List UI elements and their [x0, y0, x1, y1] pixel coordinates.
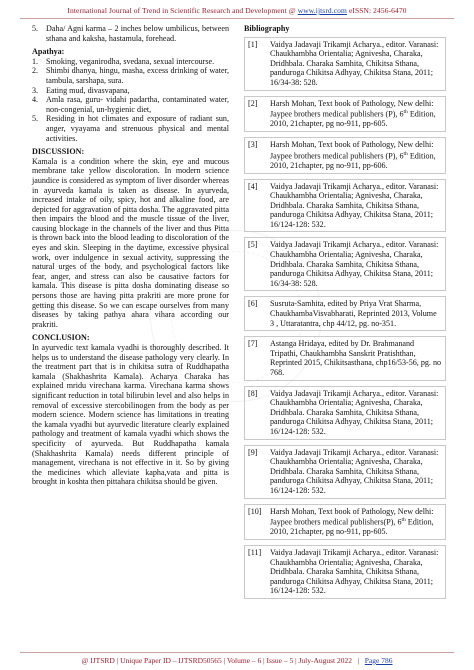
reference-number: [2]	[248, 98, 258, 108]
journal-footer: @ IJTSRD | Unique Paper ID – IJTSRD50565 | Volume – 6 | Issue – 5 | July-August 2022 | Page 786	[81, 656, 393, 665]
reference-number: [3]	[248, 140, 258, 150]
reference-number: [8]	[248, 388, 258, 398]
list-item: 5. Daha/ Agni karma – 2 inches below umbilicus, between sthana and kaksha, hastamula, forehead.	[32, 24, 229, 43]
reference-text: Vaidya Jadavaji Trikamji Acharya., editor. Varanasi: Chaukhambha Orientalia; Agnivesha, Charaka, Dridhbala. Charaka Samhita, Chikitsa Sthana, pandurogа Chikitsa Adhyay, Chikitsa Stana, 2011; 16/124-128: 532.	[270, 447, 439, 495]
header-prefix: International Journal of Trend in Scientific Research and Development @	[67, 6, 298, 15]
reference-number: [10]	[248, 506, 262, 516]
reference-item	[244, 445, 446, 499]
apathya-heading: Apathya:	[32, 47, 65, 57]
journal-header	[0, 6, 474, 15]
journal-site-link[interactable]: www.ijtsrd.com	[297, 6, 347, 15]
reference-text: Astanga Hridaya, edited by Dr. Brahmanand Tripathi, Chaukhambha Sanskrit Pratishthan, Reprinted 2015, Chikitsasthana, chp16/53-56, pg. no 768.	[270, 339, 442, 377]
reference-text: Vaidya Jadavaji Trikamji Acharya., editor. Varanasi: Chaukhambha Orientalia; Agnivesha, Charaka, Dridhbala. Charaka Samhita, Chikitsa Sthana, pandurogа Chikitsa Adhyay, Chikitsa Stana, 2011; 16/124-128: 532.	[270, 548, 439, 596]
footer-rule	[20, 652, 454, 653]
conclusion-paragraph: In ayurvedic text kamala vyadhi is thoroughly described. It helps us to understand the disease pathology very clearly. In the treatment part that is in chikitsa sutra of Ruddhapatha kamala (Shakhashrita Kamala). Acharya Charaka has explained mridu virechana karma. Virechana karma shows significant reduction in total bilirubin level and also helps in removal of excessive stercobilinogen from the body as per modern science. Modern science has limitations in treating the kamala vyadhi but ayurvedic literature clearly explained pathology and treatment of kamala vyadhi which shows the specificity of ayurveda. But Ruddhapatha kamala (Shakhashrita Kamala) needs different principle of management, virechana is not effective in it. So by giving the medicines which alleviate kapha,vata and pitta is brought in koshta then pittahara chikitsa should be given.	[32, 343, 229, 487]
apathya-list	[32, 57, 229, 143]
list-item: 2. Shimbi dhanya, hingu, masha, excess drinking of water, tambula, sarshapa, sura.	[32, 66, 229, 85]
list-item: 4. Amla rasa, guru- vidahi padartha, contaminated water, non-congenial, un-hygienic diet,	[32, 95, 229, 114]
reference-item	[244, 237, 446, 291]
reference-item	[244, 37, 446, 91]
footer-text: @ IJTSRD | Unique Paper ID – IJTSRD50565 | Volume – 6 | Issue – 5 | July-August 2022	[81, 656, 353, 665]
discussion-heading: DISCUSSION:	[32, 147, 85, 157]
reference-item	[244, 296, 446, 331]
reference-item	[244, 137, 446, 173]
reference-number: [11]	[248, 548, 262, 557]
right-column	[244, 24, 446, 604]
reference-text: Harsh Mohan, Text book of Pathology, New delhi: Jaypee brothers medical publishers(P), 6th Edition, 2010, 21chapter, pg no-911, pp-605.	[270, 506, 434, 537]
reference-item	[244, 504, 446, 540]
reference-number: [7]	[248, 339, 258, 349]
list-item: 3. Eating mud, divasvapana,	[32, 85, 130, 95]
reference-number: [6]	[248, 299, 258, 309]
reference-number: [5]	[248, 240, 258, 250]
header-suffix: eISSN: 2456-6470	[346, 6, 407, 15]
reference-item	[244, 545, 446, 599]
reference-number: [4]	[248, 181, 258, 191]
reference-text: Vaidya Jadavaji Trikamji Acharya., editor. Varanasi: Chaukhambha Orientalia; Agnivesha, Charaka, Dridhbala. Charaka Samhita, Chikitsa Sthana, pandurogа Chikitsa Adhyay, Chikitsa Stana, 2011; 16/34-38: 528.	[270, 240, 439, 288]
reference-text: Harsh Mohan, Text book of Pathology, New delhi: Jaypee brothers medical publishers (P), 6th Edition, 2010, 21chapter, pg no-911, pp-605.	[270, 98, 436, 129]
reference-list	[244, 37, 446, 599]
header-rule	[20, 18, 454, 19]
reference-item	[244, 96, 446, 132]
reference-text: Susruta-Samhita, edited by Priya Vrat Sharma, ChaukhambaVisvabharati, Reprinted 2013, Volume 3 , Uttaratantra, chp 44/12, pg. no-351.	[270, 299, 437, 328]
reference-item	[244, 386, 446, 440]
reference-item	[244, 179, 446, 233]
reference-text: Harsh Mohan, Text book of Pathology, New delhi: Jaypee brothers medical publishers (P), 6th Edition, 2010, 21chapter, pg no-911, pp-606.	[270, 140, 436, 170]
conclusion-heading: CONCLUSION:	[32, 333, 90, 343]
reference-text: Vaidya Jadavaji Trikamji Acharya., editor. Varanasi: Chaukhambha Orientalia; Agnivesha, Charaka, Dridhbala. Charaka Samhita, Chikitsa Sthana, pandurogа Chikitsa Adhyay, Chikitsa Stana, 2011; 16/124-128: 532.	[270, 388, 439, 436]
page-number: Page 786	[364, 656, 393, 665]
discussion-paragraph: Kamala is a condition where the skin, eye and mucous membrane take yellow discoloration. In modern science jaundice is considered as symptom of liver disorder whereas in ayurveda kamala is taken as disease. In ayurveda, increased intake of oily, spicy, hot and alkaline food, are depicted for aggravation of pitta dosha. The aggravated pitta then impairs the blood and the muscle tissue of the liver, causing blockage in the channels of the liver and thus Pitta is thrown back into the blood leading to discoloration of the eyes and skin. Sleeping in the daytime, excessive physical work, over indulgence in sexual activity, suppressing the natural urges of the body, and psychological factors like fear, anger, and stress can also be causative factors for kamala. This disease is pitta dosha dominating disease so persons those are having pitta prakriti are more prone for getting this disease. So we can escape ourselves from many diseases by taking pathya ahara vihara according our prakriti.	[32, 156, 229, 329]
bibliography-heading: Bibliography	[244, 24, 290, 33]
reference-text: Vaidya Jadavaji Trikamji Acharya., editor. Varanasi: Chaukhambha Orientalia; Agnivesha, Charaka, Dridhbala. Charaka Samhita, Chikitsa Sthana, pandurogа Chikitsa Adhyay, Chikitsa Stana, 2011; 16/34-38: 528.	[270, 39, 439, 87]
left-column	[32, 24, 229, 487]
reference-item	[244, 336, 446, 380]
reference-text: Vaidya Jadavaji Trikamji Acharya., editor. Varanasi: Chaukhambha Orientalia; Agnivesha, Charaka, Dridhbala. Charaka Samhita, Chikitsa Sthana, pandurogа Chikitsa Adhyay, Chikitsa Stana, 2011; 16/124-128: 532.	[270, 181, 439, 229]
list-item: 1. Smoking, veganirodha, svedana, sexual intercourse.	[32, 56, 215, 66]
list-item: 5. Residing in hot climates and exposure of radiant sun, anger, vyayama and strenuous physical and mental activities.	[32, 114, 229, 143]
reference-number: [1]	[248, 39, 258, 49]
reference-number: [9]	[248, 447, 258, 457]
